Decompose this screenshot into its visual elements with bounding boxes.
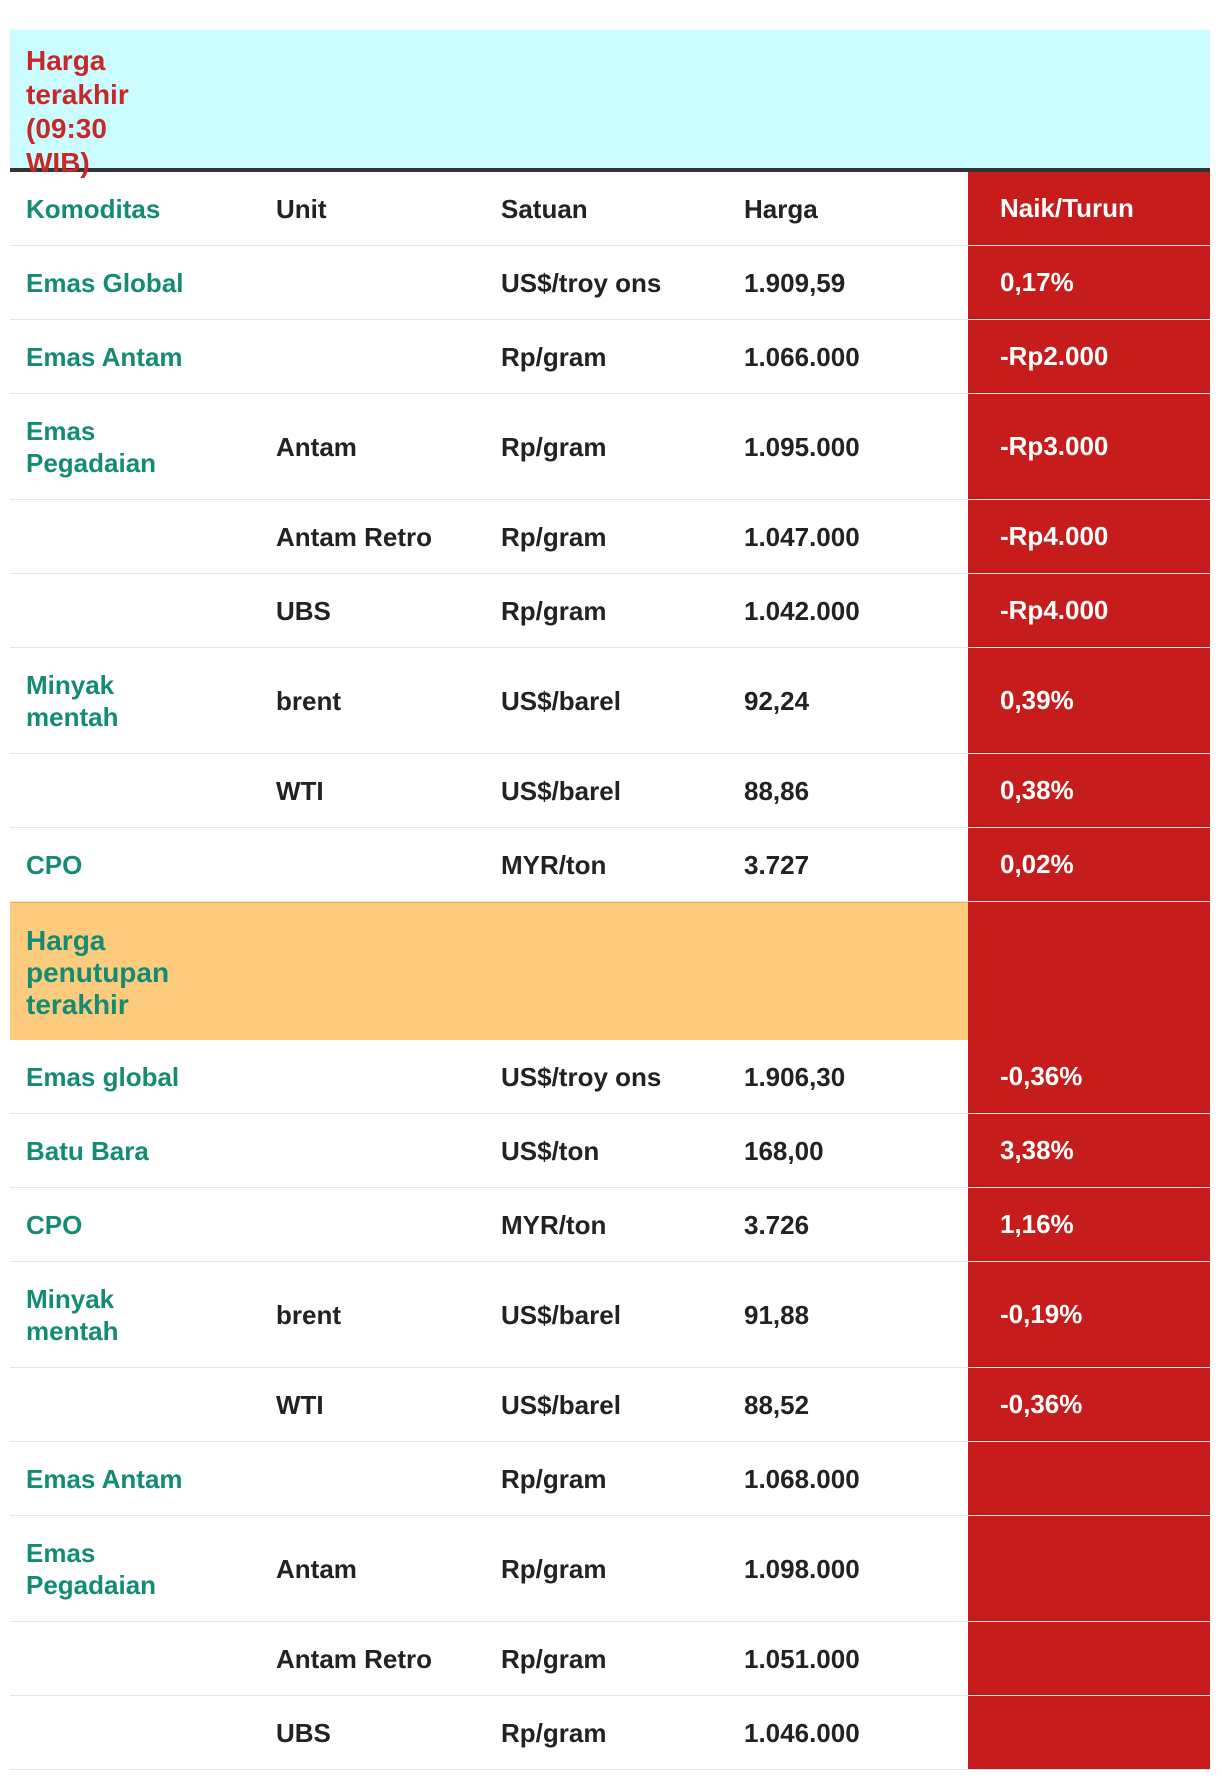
commodity-satuan: US$/ton — [501, 1135, 600, 1166]
commodity-name: Emas Pegadaian — [26, 415, 157, 478]
commodity-satuan: US$/troy ons — [501, 1061, 662, 1092]
table-row — [10, 1516, 1210, 1622]
commodity-satuan: US$/barel — [501, 775, 621, 806]
table-row — [10, 574, 1210, 648]
commodity-price: 88,52 — [744, 1389, 810, 1420]
column-harga: Harga — [744, 193, 818, 224]
table-row — [10, 754, 1210, 828]
commodity-name: Emas Global — [26, 267, 184, 298]
commodity-price: 88,86 — [744, 775, 810, 806]
commodity-satuan: MYR/ton — [501, 1209, 607, 1240]
commodity-satuan: Rp/gram — [501, 1463, 607, 1494]
commodity-name: CPO — [26, 849, 83, 880]
table-row — [10, 1114, 1210, 1188]
commodity-satuan: Rp/gram — [501, 431, 607, 462]
commodity-change — [968, 1696, 1210, 1769]
commodity-price: 1.909,59 — [744, 267, 846, 298]
commodity-satuan: Rp/gram — [501, 1717, 607, 1748]
commodity-change — [968, 1622, 1210, 1695]
table-row — [10, 1188, 1210, 1262]
commodity-change: 3,38% — [968, 1114, 1210, 1187]
table-row — [10, 394, 1210, 500]
commodity-unit: UBS — [276, 1717, 331, 1748]
commodity-price: 1.068.000 — [744, 1463, 860, 1494]
commodity-change — [968, 1442, 1210, 1515]
table-row — [10, 320, 1210, 394]
table-row — [10, 246, 1210, 320]
table-row — [10, 1040, 1210, 1114]
commodity-name: Emas global — [26, 1061, 180, 1092]
table-row — [10, 1622, 1210, 1696]
table-row — [10, 648, 1210, 754]
section-closing-price-title — [10, 902, 968, 1040]
commodity-satuan: MYR/ton — [501, 849, 607, 880]
column-naik-turun: Naik/Turun — [968, 172, 1210, 245]
commodity-unit: Antam Retro — [276, 521, 433, 552]
commodity-change: -Rp3.000 — [968, 394, 1210, 499]
commodity-price: 1.047.000 — [744, 521, 860, 552]
commodity-price: 3.727 — [744, 849, 810, 880]
commodity-satuan: Rp/gram — [501, 1553, 607, 1584]
commodity-name: Emas Pegadaian — [26, 1537, 157, 1600]
commodity-change: 1,16% — [968, 1188, 1210, 1261]
commodity-name: Minyak mentah — [26, 1283, 119, 1346]
table-row — [10, 828, 1210, 902]
table-row — [10, 1442, 1210, 1516]
commodity-price: 91,88 — [744, 1299, 810, 1330]
column-satuan: Satuan — [501, 193, 588, 224]
table-row — [10, 1696, 1210, 1770]
commodity-satuan: Rp/gram — [501, 521, 607, 552]
commodity-price: 1.066.000 — [744, 341, 860, 372]
commodity-price: 168,00 — [744, 1135, 824, 1166]
change-column-spacer — [968, 902, 1210, 1040]
commodity-price: 92,24 — [744, 685, 810, 716]
commodity-satuan: Rp/gram — [501, 341, 607, 372]
commodity-price: 1.046.000 — [744, 1717, 860, 1748]
table-row — [10, 500, 1210, 574]
commodity-price: 1.098.000 — [744, 1553, 860, 1584]
commodity-name: Minyak mentah — [26, 669, 119, 732]
commodity-change — [968, 1516, 1210, 1621]
commodity-satuan: US$/troy ons — [501, 267, 662, 298]
commodity-price: 1.051.000 — [744, 1643, 860, 1674]
commodity-satuan: Rp/gram — [501, 595, 607, 626]
commodity-satuan: US$/barel — [501, 1389, 621, 1420]
commodity-unit: UBS — [276, 595, 331, 626]
section-latest-price-title: Harga terakhir (09:30 WIB) — [26, 45, 129, 178]
commodity-change: 0,17% — [968, 246, 1210, 319]
section-closing-price-title-text: Harga penutupan terakhir — [26, 925, 170, 1020]
column-unit: Unit — [276, 193, 327, 224]
commodity-price: 1.042.000 — [744, 595, 860, 626]
commodity-change: -Rp4.000 — [968, 574, 1210, 647]
commodity-price: 1.906,30 — [744, 1061, 846, 1092]
commodity-unit: WTI — [276, 1389, 324, 1420]
commodity-unit: brent — [276, 685, 341, 716]
commodity-satuan: US$/barel — [501, 1299, 621, 1330]
commodity-change: -Rp4.000 — [968, 500, 1210, 573]
commodity-satuan: US$/barel — [501, 685, 621, 716]
column-komoditas: Komoditas — [26, 193, 161, 224]
commodity-unit: Antam — [276, 1553, 357, 1584]
commodity-satuan: Rp/gram — [501, 1643, 607, 1674]
section-latest-price-header — [10, 30, 1210, 178]
commodity-change: -0,36% — [968, 1040, 1210, 1113]
commodity-price-table — [10, 30, 1210, 1770]
commodity-name: Emas Antam — [26, 1463, 183, 1494]
commodity-change: 0,02% — [968, 828, 1210, 901]
commodity-change: -0,36% — [968, 1368, 1210, 1441]
commodity-change: 0,38% — [968, 754, 1210, 827]
table-row — [10, 1368, 1210, 1442]
commodity-change: -Rp2.000 — [968, 320, 1210, 393]
section-closing-price-header — [10, 902, 1210, 1040]
commodity-unit: brent — [276, 1299, 341, 1330]
commodity-price: 1.095.000 — [744, 431, 860, 462]
commodity-price: 3.726 — [744, 1209, 810, 1240]
commodity-unit: Antam Retro — [276, 1643, 433, 1674]
commodity-name: Emas Antam — [26, 341, 183, 372]
commodity-name: CPO — [26, 1209, 83, 1240]
commodity-name: Batu Bara — [26, 1135, 149, 1166]
column-header-row — [10, 172, 1210, 246]
commodity-change: 0,39% — [968, 648, 1210, 753]
commodity-unit: Antam — [276, 431, 357, 462]
table-row — [10, 1262, 1210, 1368]
commodity-change: -0,19% — [968, 1262, 1210, 1367]
commodity-unit: WTI — [276, 775, 324, 806]
